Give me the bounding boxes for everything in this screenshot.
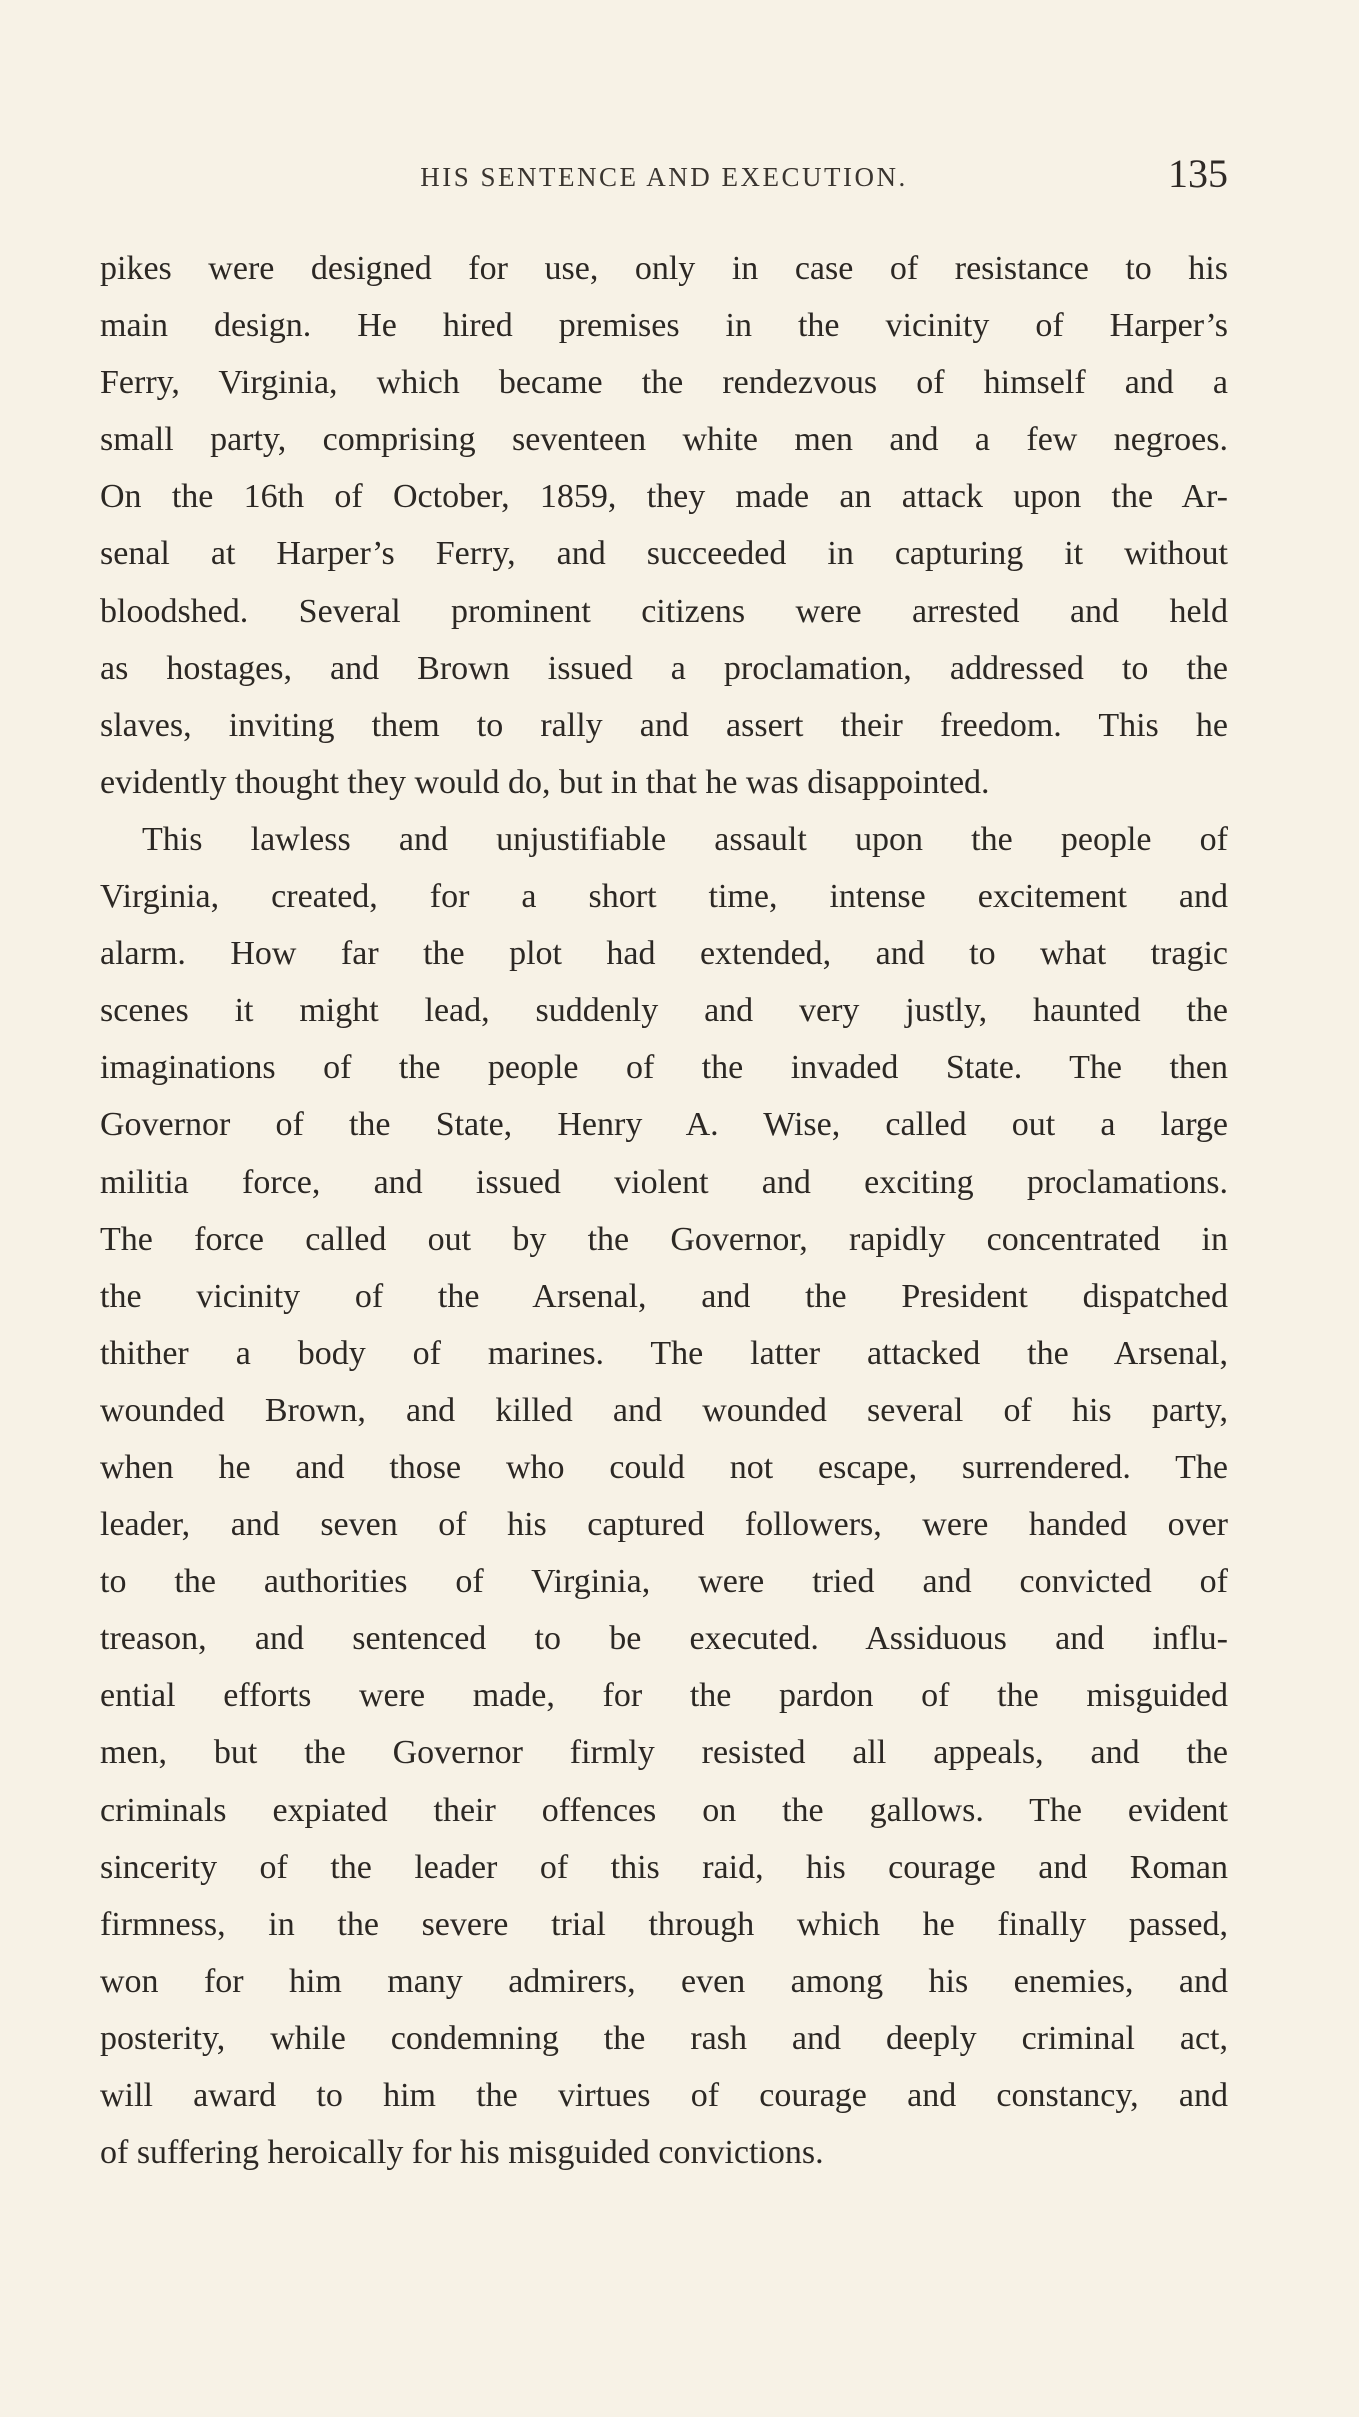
paragraph-end-line: evidently thought they would do, but in that he was disappointed. <box>100 763 990 801</box>
text-line: won for him many admirers, even among his enemies, and <box>100 1962 1228 2000</box>
text-line: criminals expiated their offences on the gallows. The evident <box>100 1791 1228 1829</box>
text-line: bloodshed. Several prominent citizens were arrested and held <box>100 592 1228 630</box>
text-line: senal at Harper’s Ferry, and succeeded in capturing it without <box>100 535 1228 573</box>
text-line: small party, comprising seventeen white men and a few negroes. <box>100 421 1228 459</box>
running-title: HIS SENTENCE AND EXECUTION. <box>420 162 908 192</box>
text-line: Virginia, created, for a short time, intense excitement and <box>100 878 1228 916</box>
text-line: leader, and seven of his captured followers, were handed over <box>100 1506 1228 1544</box>
paragraph-start-line: This lawless and unjustifiable assault upon the people of <box>142 820 1228 858</box>
text-line: main design. He hired premises in the vicinity of Harper’s <box>100 307 1228 345</box>
text-line: treason, and sentenced to be executed. Assiduous and influ- <box>100 1620 1228 1658</box>
text-line: slaves, inviting them to rally and assert their freedom. This he <box>100 706 1228 744</box>
text-line: as hostages, and Brown issued a proclamation, addressed to the <box>100 649 1228 687</box>
text-line: will award to him the virtues of courage and constancy, and <box>100 2077 1228 2114</box>
text-line: On the 16th of October, 1859, they made an attack upon the Ar- <box>100 478 1228 516</box>
text-line: firmness, in the severe trial through which he finally passed, <box>100 1905 1228 1943</box>
text-line: The force called out by the Governor, rapidly concentrated in <box>100 1220 1228 1258</box>
text-line: Governor of the State, Henry A. Wise, called out a large <box>100 1106 1228 1144</box>
text-line: thither a body of marines. The latter attacked the Arsenal, <box>100 1334 1228 1372</box>
text-line: when he and those who could not escape, surrendered. The <box>100 1448 1228 1486</box>
text-line: militia force, and issued violent and exciting proclamations. <box>100 1163 1228 1201</box>
text-line: Ferry, Virginia, which became the rendezvous of himself and a <box>100 364 1228 402</box>
text-line: wounded Brown, and killed and wounded several of his party, <box>100 1391 1228 1429</box>
text-line: ential efforts were made, for the pardon of the misguided <box>100 1677 1228 1715</box>
text-line: the vicinity of the Arsenal, and the President dispatched <box>100 1277 1228 1315</box>
text-line: to the authorities of Virginia, were tried and convicted of <box>100 1563 1228 1601</box>
page-header <box>100 150 1228 210</box>
body-text <box>100 240 1228 2181</box>
text-line: pikes were designed for use, only in case of resistance to his <box>100 250 1228 287</box>
text-line: posterity, while condemning the rash and deeply criminal act, <box>100 2019 1228 2057</box>
text-line: sincerity of the leader of this raid, his courage and Roman <box>100 1848 1228 1886</box>
text-line: alarm. How far the plot had extended, and to what tragic <box>100 935 1228 973</box>
paragraph-end-line: of suffering heroically for his misguided convictions. <box>100 2134 824 2172</box>
text-line: imaginations of the people of the invaded State. The then <box>100 1049 1228 1087</box>
page-number: 135 <box>1168 151 1228 196</box>
text-line: men, but the Governor firmly resisted all appeals, and the <box>100 1734 1228 1772</box>
text-line: scenes it might lead, suddenly and very justly, haunted the <box>100 992 1228 1030</box>
